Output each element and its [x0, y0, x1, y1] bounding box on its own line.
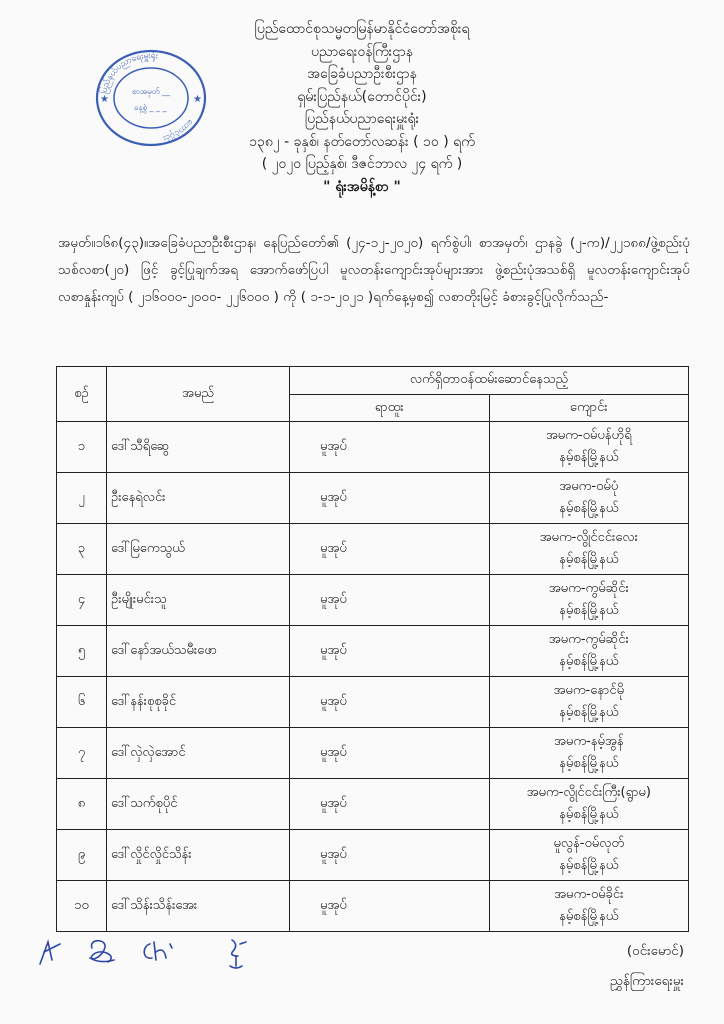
order-paragraph: အမှတ်။၁၆၈(၄၃)။အခြေခံပညာဦးစီးဌာန၊ နေပြည်တော်၏ (၂၄-၁၂-၂၀၂၀) ရက်စွဲပါ၊ စာအမှတ်၊ ဌာနခွဲ (၂-က)/၂၂၁၈၈/ဖွဲ့စည်းပုံသစ်လစာ(၂၀) ဖြင့် ခွင့်ပြုချက်အရ အောက်ဖော်ပြပါ မူလတန်းကျောင်းအုပ်များအား ဖွဲ့စည်းပုံအသစ်ရှိ မူလတန်းကျောင်းအုပ် လစာနှုန်းကျပ် ( ၂၁၆၀၀၀-၂၀၀၀- ၂၂၆၀၀၀ ) ကို ( ၁-၁-၂၀၂၁ )ရက်နေ့မှစ၍ လစာတိုးမြင့် ခံစားခွင့်ပြုလိုက်သည်-: [58, 235, 690, 305]
col-header-school: ကျောင်း: [489, 395, 689, 422]
table-row: [57, 524, 689, 575]
header-line: ပညာရေးဝန်ကြီးဌာန: [311, 43, 413, 60]
table-row: [57, 473, 689, 524]
cell-rank: မူအုပ်: [290, 881, 490, 932]
cell-rank: မူအုပ်: [290, 677, 490, 728]
cell-school: [489, 779, 689, 830]
signer-title: ညွှန်ကြားရေးမှူး: [609, 973, 684, 989]
table-row: [57, 677, 689, 728]
school-name: အမက-နမ့်အွန်: [553, 734, 624, 749]
school-township: နမ့်စန်မြို့နယ်: [559, 450, 619, 465]
svg-text:★: ★: [193, 94, 202, 105]
col-header-group: လက်ရှိတာဝန်ထမ်းဆောင်နေသည့်: [290, 367, 689, 395]
school-township: နမ့်စန်မြို့နယ်: [559, 858, 619, 873]
school-township: နမ့်စန်မြို့နယ်: [559, 603, 619, 618]
table-row: [57, 422, 689, 473]
header-line: အခြေခံပညာဦးစီးဌာန: [307, 66, 417, 82]
school-township: နမ့်စန်မြို့နယ်: [559, 654, 619, 669]
signer-name: (ဝင်းမောင်): [626, 943, 684, 959]
school-name: အမက-ဝမ်ခိုင်း: [554, 887, 624, 902]
school-township: နမ့်စန်မြို့နယ်: [559, 705, 619, 720]
cell-name: ဒေါ်သီရိဆွေ: [107, 422, 290, 473]
cell-school: [489, 575, 689, 626]
handwritten-signatures-icon: [30, 930, 290, 976]
cell-no: ၈: [57, 779, 107, 830]
col-header-name: အမည်: [107, 367, 290, 422]
school-name: အမက-ကွမ်ဆိုင်း: [548, 581, 629, 596]
cell-no: ၁: [57, 422, 107, 473]
table-row: [57, 830, 689, 881]
cell-no: ၉: [57, 830, 107, 881]
cell-no: ၂: [57, 473, 107, 524]
cell-rank: မူအုပ်: [290, 422, 490, 473]
table-row: [57, 626, 689, 677]
svg-text:နေ့စွဲ _ _ _: နေ့စွဲ _ _ _: [134, 103, 167, 112]
school-name: အမက-ဝမ်ပုံ: [559, 479, 619, 494]
document-type: " ရုံးအမိန့်စာ ": [323, 178, 401, 195]
cell-name: ဒေါ်နော်အယ်သမီးဖော: [107, 626, 290, 677]
school-name: အမက-လွိုင်ငင်းကြီး(ရွာမ): [526, 785, 651, 800]
table-row: [57, 779, 689, 830]
cell-name: ဦးမျိုးမင်းသူ: [107, 575, 290, 626]
cell-no: ၆: [57, 677, 107, 728]
col-header-no: စဥ်: [57, 367, 107, 422]
cell-school: [489, 524, 689, 575]
cell-name: ဒေါ်လှဲလှဲအောင်: [107, 728, 290, 779]
school-name: မူလွန်-ဝမ်လုတ်: [553, 836, 625, 851]
header-line: ပြည်နယ်ပညာရေးမှူးရုံး: [304, 111, 420, 127]
cell-name: ဒေါ်သိန်းသိန်းအေး: [107, 881, 290, 932]
cell-rank: မူအုပ်: [290, 626, 490, 677]
cell-school: [489, 728, 689, 779]
school-name: အမက-ကွမ်ဆိုင်း: [548, 632, 629, 647]
cell-rank: မူအုပ်: [290, 779, 490, 830]
cell-rank: မူအုပ်: [290, 575, 490, 626]
cell-rank: မူအုပ်: [290, 524, 490, 575]
school-township: နမ့်စန်မြို့နယ်: [559, 807, 619, 822]
header-date-line: ( ၂၀၂၀ ပြည့်နှစ်၊ ဒီဇင်ဘာလ ၂၄ ရက် ): [261, 156, 463, 172]
table-row: [57, 881, 689, 932]
cell-rank: မူအုပ်: [290, 728, 490, 779]
school-township: နမ့်စန်မြို့နယ်: [559, 552, 619, 567]
cell-name: ဒေါ်နန်းစုစုခိုင်: [107, 677, 290, 728]
table-row: [57, 728, 689, 779]
cell-school: [489, 881, 689, 932]
svg-text:စာအမှတ် __: စာအမှတ် __: [132, 87, 171, 96]
table-row: [57, 575, 689, 626]
school-township: နမ့်စန်မြို့နယ်: [559, 501, 619, 516]
cell-rank: မူအုပ်: [290, 830, 490, 881]
cell-no: ၄: [57, 575, 107, 626]
cell-school: [489, 422, 689, 473]
cell-no: ၃: [57, 524, 107, 575]
cell-no: ၁၀: [57, 881, 107, 932]
svg-text:★: ★: [100, 94, 109, 105]
school-name: အမက-နောင်မို: [553, 683, 625, 698]
table-body: [57, 422, 689, 932]
cell-name: ဒေါ်လှိုင်လှိုင်သိန်း: [107, 830, 290, 881]
header-line: ပြည်ထောင်စုသမ္မတမြန်မာနိုင်ငံတော်အစိုးရ: [254, 21, 470, 37]
col-header-rank: ရာထူး: [290, 395, 490, 422]
signer-block: [610, 936, 684, 996]
cell-name: ဒေါ်သက်စုပိုင်: [107, 779, 290, 830]
school-township: နမ့်စန်မြို့နယ်: [559, 756, 619, 771]
svg-text:ပြည်နယ်ပညာရေးမှူးရုံး: ပြည်နယ်ပညာရေးမှူးရုံး: [99, 50, 159, 95]
header-line: ရှမ်းပြည်နယ်(တောင်ပိုင်း): [297, 88, 427, 105]
school-name: အမက-ဝမ်ပန်ဟိုရိ: [545, 428, 632, 443]
cell-name: ဒေါ်မြကေသွယ်: [107, 524, 290, 575]
school-name: အမက-လွိုင်ငင်းလေး: [539, 530, 638, 545]
header-date-line: ၁၃၈၂ - ခုနှစ်၊ နတ်တော်လဆန်း ( ၁၀ ) ရက်: [249, 133, 475, 150]
cell-school: [489, 677, 689, 728]
school-township: နမ့်စန်မြို့နယ်: [559, 909, 619, 924]
cell-no: ၇: [57, 728, 107, 779]
cell-school: [489, 830, 689, 881]
letterhead: [190, 18, 534, 198]
cell-rank: မူအုပ်: [290, 473, 490, 524]
staff-table: [56, 366, 689, 932]
cell-school: [489, 626, 689, 677]
svg-text:တောင်ပိုင်း: တောင်ပိုင်း: [161, 117, 195, 144]
cell-no: ၅: [57, 626, 107, 677]
cell-name: ဦးနေရဲလင်း: [107, 473, 290, 524]
cell-school: [489, 473, 689, 524]
